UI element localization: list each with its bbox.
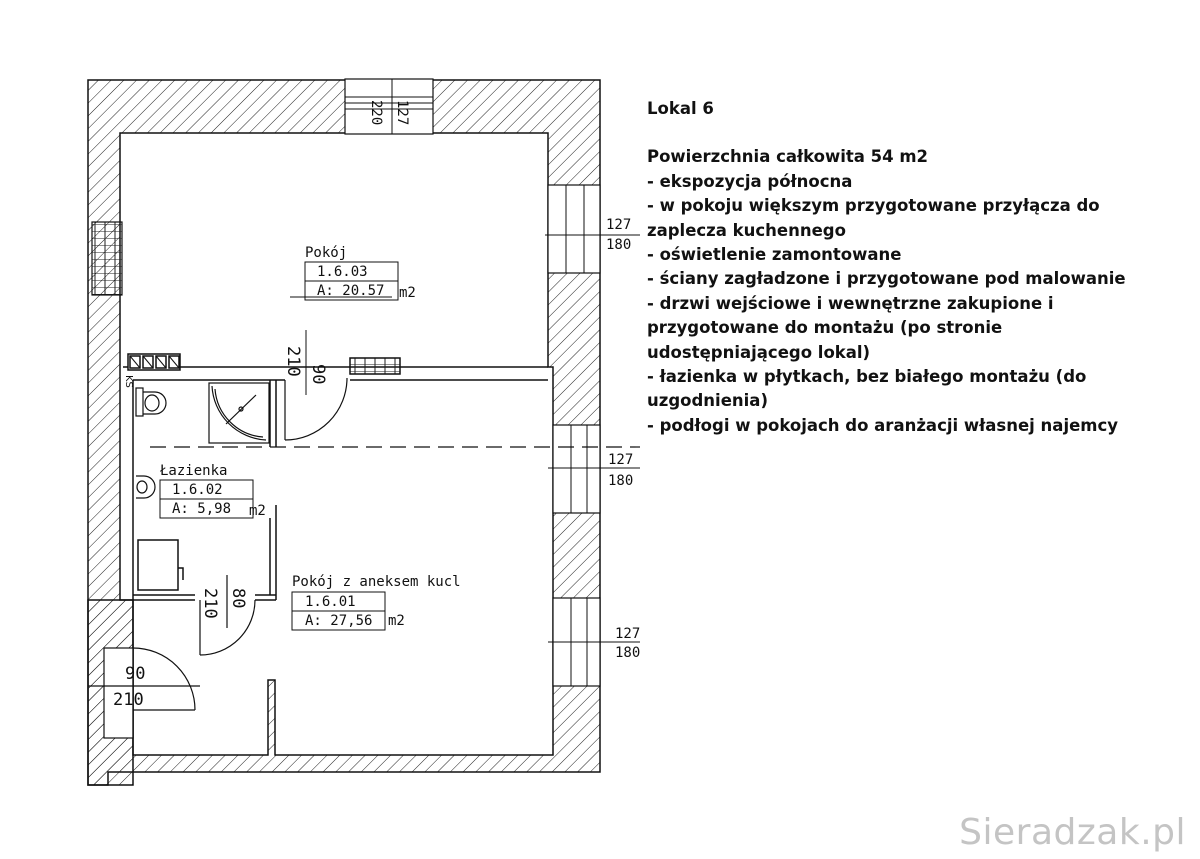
room-1-6-03-name: Pokój xyxy=(305,245,348,261)
top-window-a: 127 xyxy=(394,100,410,126)
room-label-1-6-01 xyxy=(292,574,461,630)
room-1-6-01-unit: m2 xyxy=(388,613,405,629)
sink xyxy=(136,476,155,498)
room-1-6-03-area: A: 20.57 xyxy=(317,283,385,299)
door-bath-b: 210 xyxy=(200,588,220,619)
top-window xyxy=(345,79,433,134)
door-room xyxy=(283,346,347,440)
shower-tray xyxy=(209,383,269,443)
toilet xyxy=(136,388,166,416)
right-window-2-b: 180 xyxy=(608,473,634,489)
room-label-1-6-02 xyxy=(159,463,266,519)
right-window-1 xyxy=(545,185,640,273)
room-1-6-02-area: A: 5,98 xyxy=(172,501,232,517)
room-1-6-02-unit: m2 xyxy=(249,503,266,519)
room-1-6-02-name: Łazienka xyxy=(160,463,228,479)
room-1-6-03-unit: m2 xyxy=(399,285,416,301)
description-line: przygotowane do montażu (po stronie xyxy=(647,318,1003,338)
apartment-description xyxy=(647,97,1192,438)
description-line: - podłogi w pokojach do aranżacji własnej najemcy xyxy=(647,415,1119,435)
door-entry-b: 210 xyxy=(113,690,144,710)
top-window-b: 220 xyxy=(368,100,384,126)
right-window-3-b: 180 xyxy=(615,645,640,661)
apartment-title: Lokal 6 xyxy=(647,99,714,118)
door-entry-a: 90 xyxy=(125,664,146,684)
description-line: - w pokoju większym przygotowane przyłącza do xyxy=(647,196,1100,216)
right-window-3-a: 127 xyxy=(615,626,640,642)
description-line: udostępniającego lokal) xyxy=(647,342,871,362)
internal-wall-middle xyxy=(123,354,548,380)
right-window-3 xyxy=(548,598,640,686)
description-line: - łazienka w płytkach, bez białego montażu (do xyxy=(647,367,1087,387)
room-label-1-6-03 xyxy=(290,245,416,301)
room-1-6-01-area: A: 27,56 xyxy=(305,613,373,629)
door-bath-a: 80 xyxy=(228,588,248,609)
left-brick-block xyxy=(92,222,122,295)
door-bath xyxy=(200,575,255,655)
description-line: - oświetlenie zamontowane xyxy=(647,245,902,265)
room-1-6-03-number: 1.6.03 xyxy=(317,264,368,280)
room-1-6-02-number: 1.6.02 xyxy=(172,482,223,498)
ks-tag: KS xyxy=(123,375,134,388)
description-line: - ściany zagładzone i przygotowane pod malowanie xyxy=(647,269,1126,289)
description-line: zaplecza kuchennego xyxy=(647,220,846,240)
description-line: - drzwi wejściowe i wewnętrzne zakupione i xyxy=(647,293,1054,313)
door-room-a: 90 xyxy=(308,364,328,385)
door-entry xyxy=(88,648,200,738)
right-window-2-a: 127 xyxy=(608,452,634,468)
door-room-b: 210 xyxy=(283,346,303,377)
exterior-walls xyxy=(88,80,600,785)
watermark: Sieradzak.pl xyxy=(959,812,1186,853)
right-window-1-a: 127 xyxy=(606,217,632,233)
right-window-1-b: 180 xyxy=(606,237,632,253)
description-line: Powierzchnia całkowita 54 m2 xyxy=(647,147,929,167)
room-1-6-01-number: 1.6.01 xyxy=(305,594,356,610)
description-line: - ekspozycja północna xyxy=(647,171,853,191)
room-1-6-01-name: Pokój z aneksem kucl xyxy=(292,574,461,590)
description-line: uzgodnienia) xyxy=(647,391,768,411)
right-window-2 xyxy=(548,425,640,513)
